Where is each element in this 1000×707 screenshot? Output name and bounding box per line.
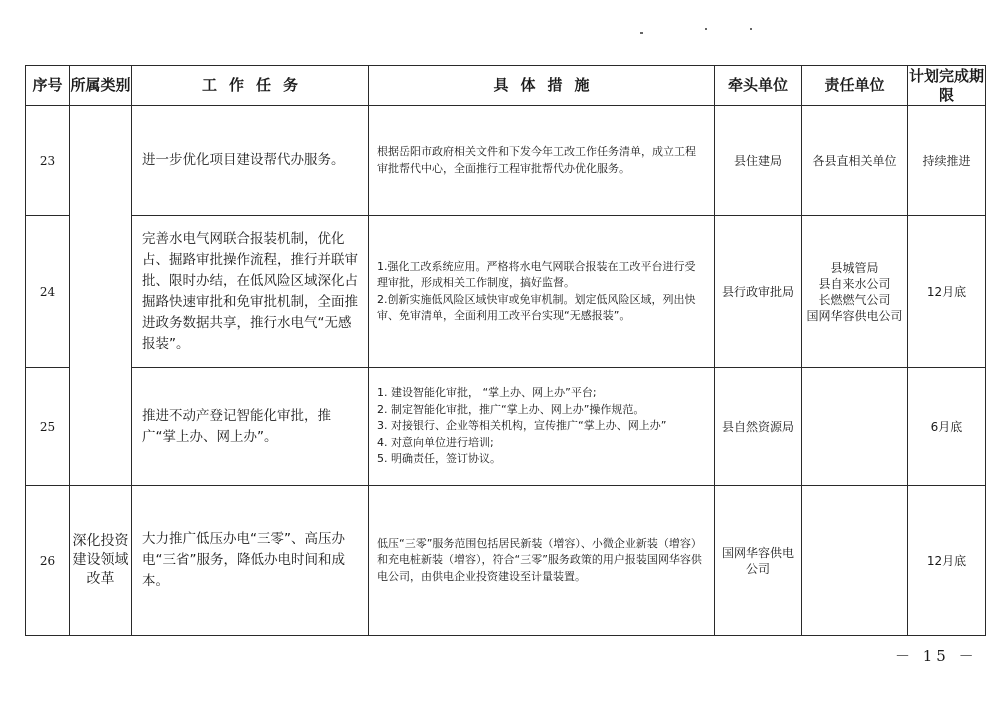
measure-item: 1. 建设智能化审批， “掌上办、网上办”平台; bbox=[377, 386, 597, 400]
row-measures bbox=[369, 216, 715, 368]
row-deadline: 12月底 bbox=[908, 216, 986, 368]
row-seq: 26 bbox=[26, 486, 70, 636]
header-measures bbox=[369, 66, 715, 106]
header-measures-text: 具体措施 bbox=[493, 76, 602, 94]
measure-item: 2.创新实施低风险区域快审或免审机制。划定低风险区域，列出快审、免审清单，全面利用工改平台实现“无感报装”。 bbox=[377, 292, 696, 322]
header-task bbox=[132, 66, 369, 106]
row-category-merged bbox=[70, 106, 132, 486]
measure-item: 4. 对意向单位进行培训; bbox=[377, 435, 494, 449]
responsible-unit-item: 国网华容供电公司 bbox=[806, 308, 903, 323]
scan-speck bbox=[750, 28, 752, 30]
row-responsible-unit bbox=[802, 368, 908, 486]
row-responsible-unit bbox=[802, 216, 908, 368]
row-task: 推进不动产登记智能化审批，推广“掌上办、网上办”。 bbox=[132, 368, 369, 486]
row-task: 完善水电气网联合报装机制，优化占、掘路审批操作流程，推行并联审批、限时办结，在低风险区域深化占掘路快速审批和免审批机制，全面推进政务数据共享，推行水电气“无感报装”。 bbox=[132, 216, 369, 368]
row-measures: 根据岳阳市政府相关文件和下发今年工改工作任务清单，成立工程审批帮代中心，全面推行工程审批帮代办优化服务。 bbox=[369, 106, 715, 216]
table-header-row bbox=[26, 66, 986, 106]
row-lead-unit: 国网华容供电公司 bbox=[715, 486, 802, 636]
row-measures bbox=[369, 368, 715, 486]
measure-item: 5. 明确责任，签订协议。 bbox=[377, 452, 501, 466]
work-task-table bbox=[25, 65, 986, 636]
header-task-text: 工作任务 bbox=[201, 76, 310, 94]
table-row bbox=[26, 106, 986, 216]
row-lead-unit: 县行政审批局 bbox=[715, 216, 802, 368]
row-task: 大力推广低压办电“三零”、高压办电“三省”服务，降低办电时间和成本。 bbox=[132, 486, 369, 636]
row-category: 深化投资建设领域改革 bbox=[70, 486, 132, 636]
page-number: － 15 － bbox=[895, 647, 978, 665]
measure-item: 1.强化工改系统应用。严格将水电气网联合报装在工改平台进行受理审批，形成相关工作制度，搞好监督。 bbox=[377, 259, 696, 289]
responsible-unit-item: 县自来水公司 bbox=[818, 276, 891, 291]
row-deadline: 6月底 bbox=[908, 368, 986, 486]
row-responsible-unit bbox=[802, 486, 908, 636]
table-row bbox=[26, 368, 986, 486]
measure-item: 3. 对接银行、企业等相关机构，宣传推广“掌上办、网上办” bbox=[377, 419, 667, 433]
header-lead-unit: 牵头单位 bbox=[715, 66, 802, 106]
row-seq: 23 bbox=[26, 106, 70, 216]
row-lead-unit: 县自然资源局 bbox=[715, 368, 802, 486]
row-deadline: 12月底 bbox=[908, 486, 986, 636]
responsible-unit-item: 长燃燃气公司 bbox=[818, 292, 891, 307]
row-measures: 低压“三零”服务范围包括居民新装（增容）、小微企业新装（增容）和充电桩新装（增容），符合“三零”服务政策的用户报装国网华容供电公司，由供电企业投资建设至计量装置。 bbox=[369, 486, 715, 636]
header-deadline: 计划完成期限 bbox=[908, 66, 984, 104]
row-seq: 25 bbox=[26, 368, 70, 486]
row-seq: 24 bbox=[26, 216, 70, 368]
row-deadline: 持续推进 bbox=[908, 106, 986, 216]
row-lead-unit: 县住建局 bbox=[715, 106, 802, 216]
row-task: 进一步优化项目建设帮代办服务。 bbox=[132, 106, 369, 216]
measure-item: 2. 制定智能化审批，推广“掌上办、网上办”操作规范。 bbox=[377, 402, 645, 416]
header-responsible-unit: 责任单位 bbox=[802, 66, 908, 106]
row-responsible-unit: 各县直相关单位 bbox=[802, 106, 908, 216]
scan-speck bbox=[705, 28, 707, 30]
scan-speck bbox=[640, 32, 643, 34]
table-row bbox=[26, 216, 986, 368]
table-row bbox=[26, 486, 986, 636]
responsible-unit-item: 县城管局 bbox=[830, 260, 879, 275]
header-category: 所属类别 bbox=[70, 66, 132, 106]
header-seq: 序号 bbox=[26, 66, 70, 106]
